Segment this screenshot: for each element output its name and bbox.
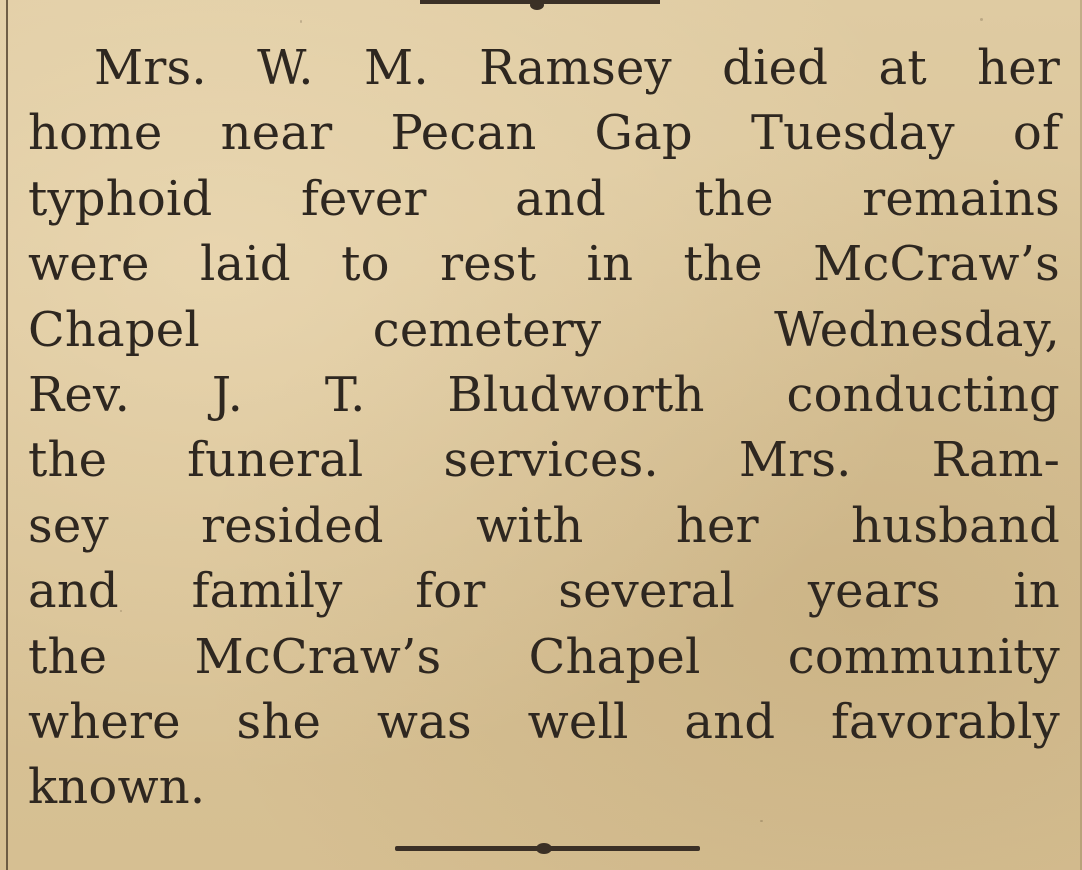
left-column-rule — [6, 0, 8, 870]
obituary-article — [28, 36, 1060, 821]
article-line-11: where she was well and favorably — [28, 693, 1060, 750]
article-line-9: and family for several years in — [28, 563, 1060, 620]
article-line-8: sey resided with her husband — [28, 497, 1060, 554]
top-separator-ornament — [530, 0, 544, 10]
bottom-separator-ornament — [536, 843, 552, 854]
article-line-3: typhoid fever and the remains — [28, 170, 1060, 227]
paper-speck — [300, 20, 302, 23]
article-line-12: known. — [28, 759, 206, 816]
paper-speck — [980, 18, 983, 21]
article-line-5: Chapel cemetery Wednesday, — [28, 301, 1060, 358]
article-line-2: home near Pecan Gap Tuesday of — [28, 105, 1060, 162]
article-line-1: Mrs. W. M. Ramsey died at her — [94, 40, 1060, 96]
article-line-10: the McCraw’s Chapel community — [28, 628, 1060, 685]
article-line-6: Rev. J. T. Bludworth conducting — [28, 366, 1060, 423]
article-line-4: were laid to rest in the McCraw’s — [28, 236, 1060, 293]
article-line-7: the funeral services. Mrs. Ram- — [28, 432, 1060, 489]
